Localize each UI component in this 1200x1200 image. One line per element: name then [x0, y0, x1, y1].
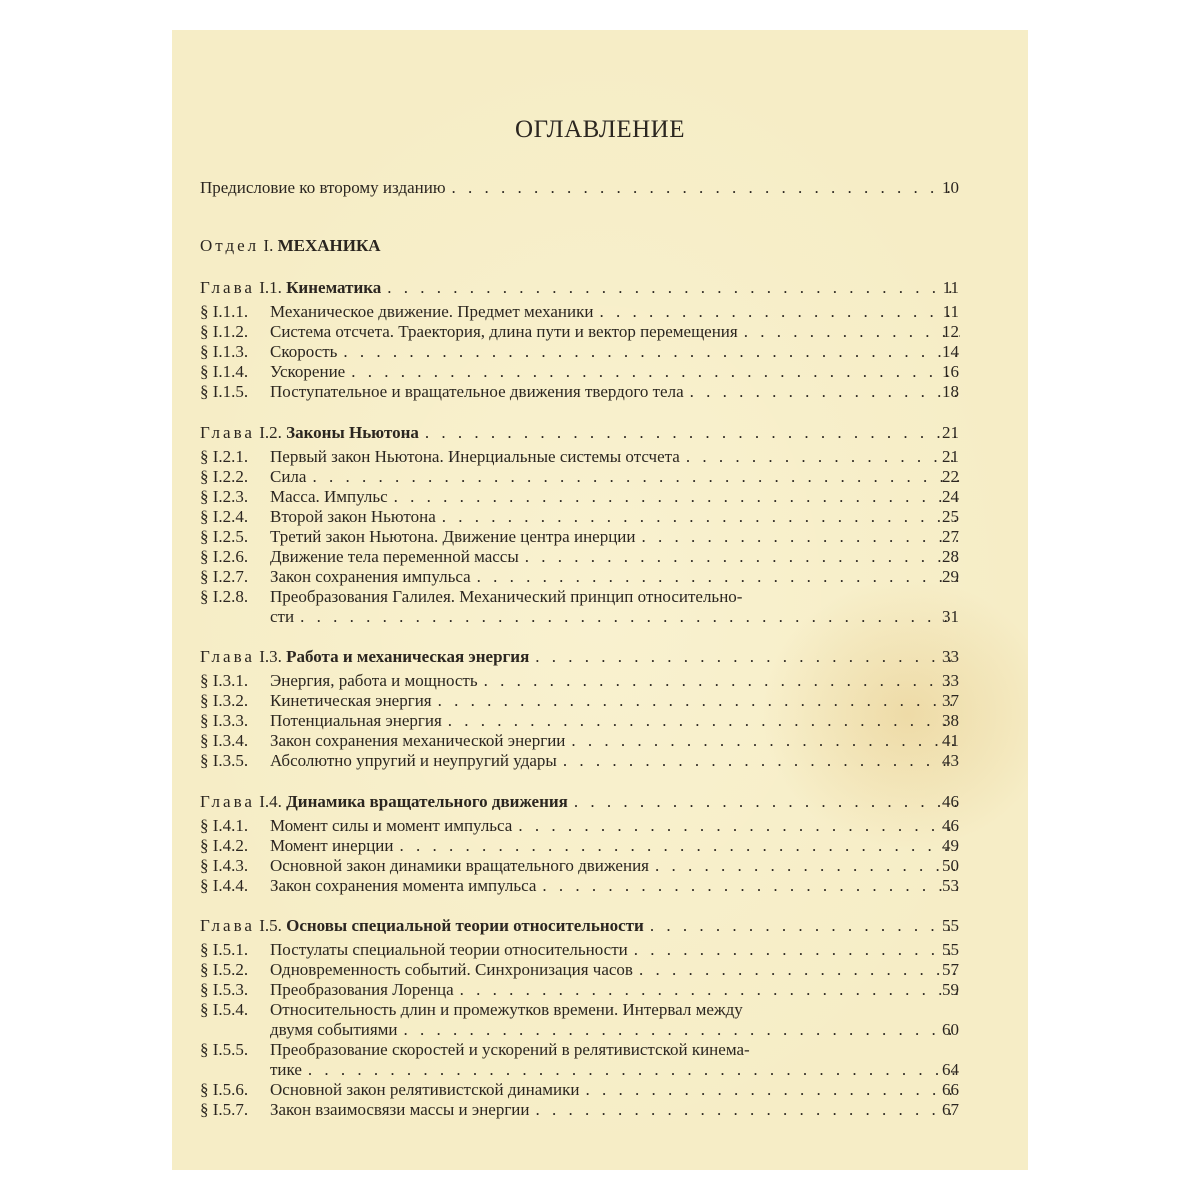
chapter-heading	[200, 915, 960, 936]
section-number: § I.4.3.	[200, 856, 249, 875]
section-title: Закон сохранения механической энергии	[270, 731, 566, 750]
section-title: Момент инерции	[270, 836, 394, 855]
section-entry	[200, 546, 960, 567]
part-name: МЕХАНИКА	[277, 236, 381, 255]
section-number: § I.5.3.	[200, 980, 249, 999]
section-entry	[200, 566, 960, 587]
section-number: § I.3.2.	[200, 691, 249, 710]
section-number: § I.4.4.	[200, 876, 249, 895]
section-number: § I.2.4.	[200, 507, 249, 526]
dot-leader	[452, 177, 960, 198]
dot-leader	[642, 526, 961, 547]
section-entry	[200, 301, 960, 322]
page-number: 38	[942, 711, 959, 730]
page-number: 22	[942, 467, 959, 486]
page-number: 50	[942, 856, 959, 875]
chapter-number: I.1.	[259, 278, 282, 297]
section-title-continued: двумя событиями	[270, 1020, 398, 1039]
section-entry	[200, 855, 960, 876]
page-number: 41	[942, 731, 959, 750]
section-title: Потенциальная энергия	[270, 711, 442, 730]
page-number: 24	[942, 487, 959, 506]
dot-leader	[312, 466, 960, 487]
section-entry-row	[200, 361, 960, 382]
page-number: 16	[942, 362, 959, 381]
dot-leader	[655, 855, 960, 876]
chapter-heading	[200, 791, 960, 812]
section-entry	[200, 750, 960, 771]
page-number: 55	[942, 916, 959, 935]
page-number: 29	[942, 567, 959, 586]
section-entry	[200, 670, 960, 691]
section-entry-row	[200, 750, 960, 771]
chapter-number: I.2.	[259, 423, 282, 442]
dot-leader	[351, 361, 960, 382]
dot-leader	[425, 422, 960, 443]
dot-leader	[484, 670, 960, 691]
section-entry	[200, 690, 960, 711]
section-entry-row	[200, 670, 960, 691]
section-number: § I.5.7.	[200, 1100, 249, 1119]
section-entry-row	[200, 381, 960, 402]
section-entry	[200, 466, 960, 487]
section-number: § I.1.3.	[200, 342, 249, 361]
section-number: § I.5.5.	[200, 1040, 249, 1059]
section-number: § I.2.6.	[200, 547, 249, 566]
part-heading	[200, 235, 960, 256]
page-number: 25	[942, 507, 959, 526]
page-number: 31	[942, 607, 959, 626]
section-title: Одновременность событий. Синхронизация часов	[270, 960, 633, 979]
chapter-heading-row	[200, 791, 960, 812]
section-title: Абсолютно упругий и неупругий удары	[270, 751, 557, 770]
section-title: Относительность длин и промежутков времени. Интервал между	[270, 1000, 743, 1019]
section-entry	[200, 730, 960, 751]
dot-leader	[599, 301, 960, 322]
section-entry-row	[200, 730, 960, 751]
section-entry-row	[200, 566, 960, 587]
chapter-title: Динамика вращательного движения	[286, 792, 568, 811]
section-entry	[200, 710, 960, 731]
chapter-label: Глава	[200, 792, 255, 811]
section-number: § I.5.2.	[200, 960, 249, 979]
section-entry	[200, 1099, 960, 1120]
section-entry-continued	[200, 606, 960, 627]
dot-leader	[574, 791, 960, 812]
section-entry-row	[200, 546, 960, 567]
section-entry	[200, 586, 960, 607]
section-number: § I.2.5.	[200, 527, 249, 546]
section-number: § I.5.6.	[200, 1080, 249, 1099]
dot-leader	[448, 710, 960, 731]
section-entry-row	[200, 939, 960, 960]
section-title: Энергия, работа и мощность	[270, 671, 478, 690]
page-number: 28	[942, 547, 959, 566]
dot-leader	[535, 646, 960, 667]
page-number: 53	[942, 876, 959, 895]
dot-leader	[639, 959, 960, 980]
section-entry	[200, 341, 960, 362]
chapter-title: Работа и механическая энергия	[286, 647, 530, 666]
chapter-heading	[200, 422, 960, 443]
section-entry-row	[200, 446, 960, 467]
chapter-number: I.4.	[259, 792, 282, 811]
section-number: § I.1.4.	[200, 362, 249, 381]
dot-leader	[308, 1059, 960, 1080]
section-number: § I.3.3.	[200, 711, 249, 730]
section-number: § I.1.1.	[200, 302, 249, 321]
section-title: Поступательное и вращательное движения твердого тела	[270, 382, 684, 401]
section-entry	[200, 321, 960, 342]
section-title: Основной закон динамики вращательного движения	[270, 856, 649, 875]
chapter-heading-row	[200, 915, 960, 936]
dot-leader	[542, 875, 960, 896]
dot-leader	[634, 939, 960, 960]
dot-leader	[585, 1079, 960, 1100]
dot-leader	[460, 979, 960, 1000]
section-number: § I.4.2.	[200, 836, 249, 855]
section-entry-row	[200, 875, 960, 896]
section-entry-row	[200, 999, 960, 1020]
page-number: 49	[942, 836, 959, 855]
section-entry-row	[200, 526, 960, 547]
section-title: Момент силы и момент импульса	[270, 816, 513, 835]
section-entry-row	[200, 815, 960, 836]
book-page	[172, 30, 1028, 1170]
page-number: 14	[942, 342, 959, 361]
section-entry-continued	[200, 1059, 960, 1080]
section-title: Движение тела переменной массы	[270, 547, 519, 566]
section-entry	[200, 381, 960, 402]
section-title: Закон сохранения импульса	[270, 567, 471, 586]
section-title: Первый закон Ньютона. Инерциальные системы отсчета	[270, 447, 680, 466]
chapter-heading-row	[200, 422, 960, 443]
chapter-heading	[200, 277, 960, 298]
toc-title: ОГЛАВЛЕНИЕ	[515, 116, 685, 143]
section-entry	[200, 835, 960, 856]
page-number: 11	[942, 278, 959, 297]
section-number: § I.3.5.	[200, 751, 249, 770]
dot-leader	[399, 835, 960, 856]
chapter-label: Глава	[200, 916, 255, 935]
section-entry-row	[200, 835, 960, 856]
section-entry	[200, 999, 960, 1020]
section-entry-row	[200, 301, 960, 322]
page-number: 10	[942, 178, 959, 197]
page-number: 57	[942, 960, 959, 979]
section-number: § I.2.1.	[200, 447, 249, 466]
section-number: § I.2.8.	[200, 587, 249, 606]
page-number: 37	[942, 691, 959, 710]
section-title: Третий закон Ньютона. Движение центра инерции	[270, 527, 636, 546]
section-entry-row	[200, 321, 960, 342]
section-title: Система отсчета. Траектория, длина пути и вектор перемещения	[270, 322, 738, 341]
page-number: 67	[942, 1100, 959, 1119]
section-entry-row	[200, 1079, 960, 1100]
section-number: § I.3.1.	[200, 671, 249, 690]
section-number: § I.3.4.	[200, 731, 249, 750]
section-number: § I.2.3.	[200, 487, 249, 506]
section-title: Преобразования Лоренца	[270, 980, 454, 999]
section-title: Закон взаимосвязи массы и энергии	[270, 1100, 530, 1119]
dot-leader	[650, 915, 960, 936]
chapter-heading-row	[200, 646, 960, 667]
section-entry	[200, 486, 960, 507]
section-title: Закон сохранения момента импульса	[270, 876, 537, 895]
section-entry	[200, 939, 960, 960]
section-entry-continued-row	[200, 1059, 960, 1080]
section-entry	[200, 361, 960, 382]
section-entry-continued-row	[200, 1019, 960, 1040]
section-title: Сила	[270, 467, 307, 486]
page-number: 46	[942, 792, 959, 811]
section-entry-row	[200, 486, 960, 507]
page-number: 66	[942, 1080, 959, 1099]
section-entry-continued	[200, 1019, 960, 1040]
page-number: 60	[942, 1020, 959, 1039]
section-title: Масса. Импульс	[270, 487, 388, 506]
page-number: 27	[942, 527, 959, 546]
section-title: Механическое движение. Предмет механики	[270, 302, 594, 321]
preface-entry-row	[200, 177, 960, 198]
section-title: Преобразование скоростей и ускорений в релятивистской кинема-	[270, 1040, 750, 1059]
chapter-number: I.3.	[259, 647, 282, 666]
section-entry	[200, 506, 960, 527]
section-entry-row	[200, 855, 960, 876]
page-number: 55	[942, 940, 959, 959]
section-title: Второй закон Ньютона	[270, 507, 436, 526]
page-number: 59	[942, 980, 959, 999]
chapter-title: Основы специальной теории относительности	[286, 916, 644, 935]
section-entry	[200, 815, 960, 836]
section-number: § I.5.4.	[200, 1000, 249, 1019]
section-entry-row	[200, 710, 960, 731]
dot-leader	[387, 277, 960, 298]
dot-leader	[477, 566, 960, 587]
part-label: Отдел	[200, 236, 260, 255]
dot-leader	[300, 606, 960, 627]
dot-leader	[394, 486, 960, 507]
section-entry	[200, 1079, 960, 1100]
preface-entry	[200, 177, 960, 198]
chapter-label: Глава	[200, 647, 255, 666]
section-entry-row	[200, 979, 960, 1000]
page-number: 12	[942, 322, 959, 341]
dot-leader	[536, 1099, 960, 1120]
dot-leader	[571, 730, 960, 751]
chapter-number: I.5.	[259, 916, 282, 935]
section-entry-row	[200, 466, 960, 487]
chapter-label: Глава	[200, 423, 255, 442]
section-number: § I.2.7.	[200, 567, 249, 586]
dot-leader	[404, 1019, 960, 1040]
chapter-title: Законы Ньютона	[286, 423, 419, 442]
page-number: 33	[942, 671, 959, 690]
section-entry	[200, 979, 960, 1000]
section-title: Ускорение	[270, 362, 346, 381]
dot-leader	[563, 750, 960, 771]
section-title: Постулаты специальной теории относительности	[270, 940, 628, 959]
page-number: 21	[942, 447, 959, 466]
dot-leader	[518, 815, 960, 836]
section-number: § I.5.1.	[200, 940, 249, 959]
section-entry	[200, 526, 960, 547]
section-entry-row	[200, 341, 960, 362]
section-title: Кинетическая энергия	[270, 691, 432, 710]
section-number: § I.2.2.	[200, 467, 249, 486]
page-number: 11	[942, 302, 959, 321]
section-entry	[200, 446, 960, 467]
section-entry-row	[200, 959, 960, 980]
page-number: 33	[942, 647, 959, 666]
section-entry-row	[200, 690, 960, 711]
section-entry	[200, 959, 960, 980]
chapter-label: Глава	[200, 278, 255, 297]
dot-leader	[525, 546, 960, 567]
section-entry	[200, 875, 960, 896]
part-heading-row	[200, 235, 960, 256]
page-number: 18	[942, 382, 959, 401]
chapter-title: Кинематика	[286, 278, 382, 297]
dot-leader	[442, 506, 960, 527]
section-entry-row	[200, 506, 960, 527]
page-number: 64	[942, 1060, 959, 1079]
section-title-continued: сти	[270, 607, 295, 626]
section-title-continued: тике	[270, 1060, 302, 1079]
dot-leader	[343, 341, 960, 362]
part-number: I.	[263, 236, 274, 255]
section-entry-row	[200, 1039, 960, 1060]
section-entry-continued-row	[200, 606, 960, 627]
section-number: § I.1.2.	[200, 322, 249, 341]
chapter-heading	[200, 646, 960, 667]
section-number: § I.1.5.	[200, 382, 249, 401]
section-number: § I.4.1.	[200, 816, 249, 835]
section-title: Преобразования Галилея. Механический принцип относительно-	[270, 587, 743, 606]
section-entry-row	[200, 1099, 960, 1120]
page-number: 46	[942, 816, 959, 835]
section-title: Основной закон релятивистской динамики	[270, 1080, 580, 1099]
section-title: Скорость	[270, 342, 338, 361]
chapter-heading-row	[200, 277, 960, 298]
dot-leader	[438, 690, 960, 711]
section-entry-row	[200, 586, 960, 607]
preface-text: Предисловие ко второму изданию	[200, 178, 446, 197]
page-number: 21	[942, 423, 959, 442]
page-number: 43	[942, 751, 959, 770]
section-entry	[200, 1039, 960, 1060]
